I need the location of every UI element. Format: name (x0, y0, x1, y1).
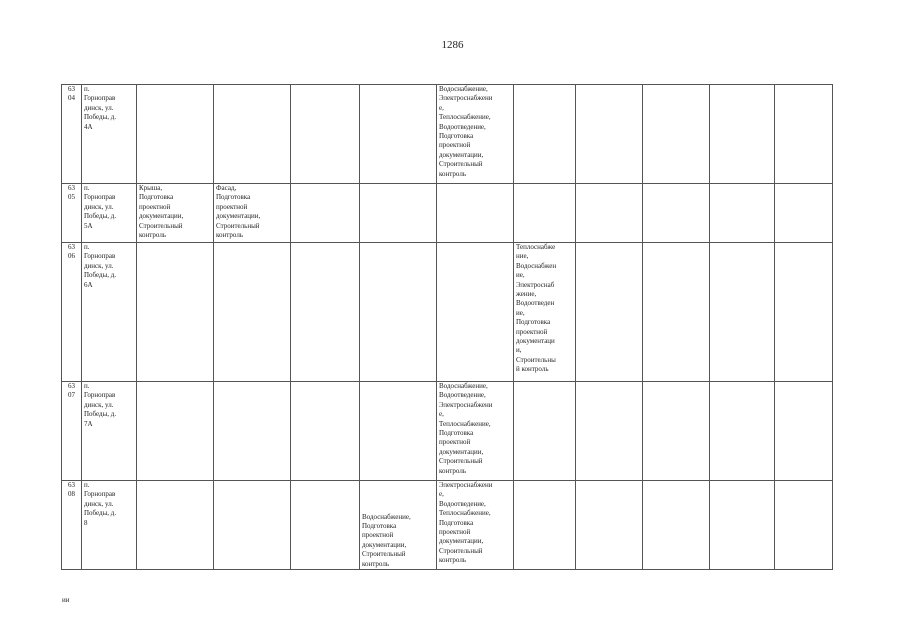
page-number: 1286 (441, 39, 464, 51)
table-cell (514, 481, 576, 570)
table-cell (775, 184, 833, 243)
table-cell (291, 382, 360, 481)
table-cell (214, 243, 291, 382)
row-number: 63 06 (62, 243, 82, 382)
table-cell (710, 382, 775, 481)
table-cell (514, 382, 576, 481)
table-cell (775, 481, 833, 570)
table-cell (137, 243, 214, 382)
table-cell (137, 85, 214, 184)
table-cell (576, 481, 643, 570)
table-cell (710, 481, 775, 570)
table-row (62, 243, 833, 382)
table-cell (291, 85, 360, 184)
address-cell: п. Горноправ динск, ул. Победы, д. 4А (82, 85, 137, 184)
address-cell: п. Горноправ динск, ул. Победы, д. 8 (82, 481, 137, 570)
address-cell: п. Горноправ динск, ул. Победы, д. 6А (82, 243, 137, 382)
table-cell (214, 382, 291, 481)
table-cell: Водоснабжение, Подготовка проектной документации, Строительный контроль (360, 481, 437, 570)
table-cell (643, 382, 710, 481)
table-cell (214, 481, 291, 570)
table-cell (437, 184, 514, 243)
address-cell: п. Горноправ динск, ул. Победы, д. 7А (82, 382, 137, 481)
table-cell (360, 243, 437, 382)
table-cell: Электроснабжени е, Водоотведение, Теплоснабжение, Подготовка проектной документации, Строительный контроль (437, 481, 514, 570)
table-cell: Фасад, Подготовка проектной документации, Строительный контроль (214, 184, 291, 243)
table-cell (360, 382, 437, 481)
table-cell (291, 481, 360, 570)
table-cell (643, 481, 710, 570)
table-cell (137, 382, 214, 481)
table-cell (214, 85, 291, 184)
table-cell (775, 85, 833, 184)
table-cell (137, 481, 214, 570)
table-cell: Теплоснабже ние, Водоснабжен ие, Электроснаб жение, Водоотведен ие, Подготовка проектной документаци и, Строительны й контроль (514, 243, 576, 382)
table-cell (576, 85, 643, 184)
table-row (62, 85, 833, 184)
address-cell: п. Горноправ динск, ул. Победы, д. 5А (82, 184, 137, 243)
table-cell: Крыша, Подготовка проектной документации, Строительный контроль (137, 184, 214, 243)
table-cell (514, 85, 576, 184)
table-cell (643, 243, 710, 382)
table-cell (514, 184, 576, 243)
table-row (62, 382, 833, 481)
table-body (62, 85, 833, 570)
table-cell (360, 184, 437, 243)
row-number: 63 08 (62, 481, 82, 570)
table-cell: Водоснабжение, Электроснабжени е, Теплоснабжение, Водоотведение, Подготовка проектной документации, Строительный контроль (437, 85, 514, 184)
table-cell (710, 184, 775, 243)
table-cell (360, 85, 437, 184)
table-cell (291, 184, 360, 243)
works-table (61, 84, 833, 570)
table-cell (643, 85, 710, 184)
table-cell (291, 243, 360, 382)
table-row (62, 184, 833, 243)
row-number: 63 07 (62, 382, 82, 481)
table-row (62, 481, 833, 570)
row-number: 63 05 (62, 184, 82, 243)
table-cell (643, 184, 710, 243)
row-number: 63 04 (62, 85, 82, 184)
table-cell (775, 243, 833, 382)
table-cell (576, 184, 643, 243)
table-cell (576, 382, 643, 481)
table-cell (576, 243, 643, 382)
table-cell (710, 85, 775, 184)
footer-text: ии (62, 596, 70, 604)
table-cell (775, 382, 833, 481)
table-cell (710, 243, 775, 382)
table-cell: Водоснабжение, Водоотведение, Электроснабжени е, Теплоснабжение, Подготовка проектной документации, Строительный контроль (437, 382, 514, 481)
table-cell (437, 243, 514, 382)
